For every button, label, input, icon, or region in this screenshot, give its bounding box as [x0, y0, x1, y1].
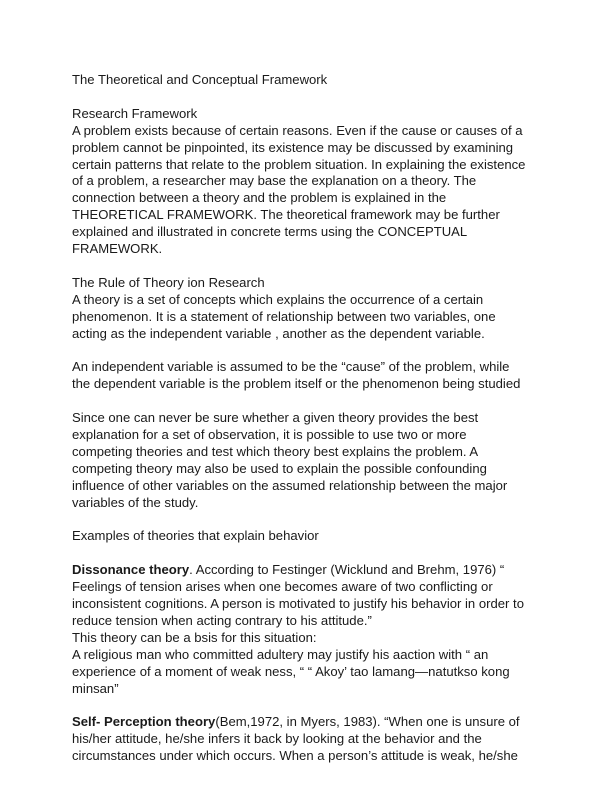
spacer [72, 512, 552, 529]
text-line: THEORETICAL FRAMEWORK. The theoretical framework may be further [72, 207, 500, 223]
document-body [72, 72, 552, 765]
spacer [72, 258, 552, 275]
self-perception-theory-paragraph [72, 714, 552, 765]
self-perception-theory-citation: (Bem,1972, in Myers, 1983). “When one is unsure of [215, 714, 520, 730]
text-line: explanation for a set of observation, it is possible to use two or more [72, 426, 467, 442]
text-line: An independent variable is assumed to be the “cause” of the problem, while [72, 359, 510, 375]
text-line: his/her attitude, he/she infers it back by looking at the behavior and the [72, 731, 482, 747]
text-line: influence of other variables on the assumed relationship between the major [72, 477, 508, 493]
text-line: This theory can be a bsis for this situation: [72, 629, 317, 645]
text-line: experience of a moment of weak ness, “ “ Akoy’ tao lamang—natutkso kong [72, 663, 510, 679]
text-line: minsan” [72, 680, 119, 696]
text-line: the dependent variable is the problem itself or the phenomenon being studied [72, 376, 521, 392]
spacer [72, 393, 552, 410]
text-line: problem cannot be pinpointed, its existence may be discussed by examining [72, 139, 514, 155]
research-framework-heading: Research Framework [72, 105, 198, 121]
text-line: variables of the study. [72, 494, 199, 510]
document-title: The Theoretical and Conceptual Framework [72, 72, 328, 87]
text-line [72, 714, 552, 731]
spacer [72, 545, 552, 562]
spacer [72, 697, 552, 714]
text-line: A theory is a set of concepts which explains the occurrence of a certain [72, 291, 484, 307]
text-line: acting as the independent variable , another as the dependent variable. [72, 325, 485, 341]
dissonance-theory-citation: . According to Festinger (Wicklund and Brehm, 1976) “ [189, 562, 505, 578]
rule-of-theory-heading: The Rule of Theory ion Research [72, 274, 265, 290]
text-line: certain patterns that relate to the problem situation. In explaining the existence [72, 156, 526, 172]
spacer [72, 342, 552, 359]
text-line [72, 562, 552, 579]
text-line: reduce tension when acting contrary to his attitude.” [72, 612, 372, 628]
text-line: of a problem, a researcher may base the explanation on a theory. The [72, 173, 477, 189]
text-line: circumstances under which occurs. When a person’s attitude is weak, he/she [72, 748, 518, 764]
rule-of-theory-paragraph [72, 292, 552, 343]
dissonance-theory-term: Dissonance theory [72, 562, 190, 578]
text-line: inconsistent cognitions. A person is motivated to justify his behavior in order to [72, 596, 524, 611]
text-line: competing theory may also be used to explain the possible confounding [72, 460, 487, 476]
text-line: phenomenon. It is a statement of relationship between two variables, one [72, 308, 496, 324]
text-line: Feelings of tension arises when one becomes aware of two conflicting or [72, 579, 493, 595]
text-line: A religious man who committed adultery may justify his aaction with “ an [72, 646, 489, 662]
text-line: competing theories and test which theory best explains the problem. A [72, 443, 479, 459]
dissonance-theory-paragraph [72, 562, 552, 697]
self-perception-theory-term: Self- Perception theory [72, 714, 216, 730]
text-line: FRAMEWORK. [72, 241, 163, 257]
research-framework-paragraph [72, 123, 552, 258]
text-line: connection between a theory and the problem is explained in the [72, 190, 447, 206]
text-line: A problem exists because of certain reasons. Even if the cause or causes of a [72, 122, 523, 138]
spacer [72, 89, 552, 106]
text-line: Since one can never be sure whether a given theory provides the best [72, 410, 479, 426]
competing-theories-paragraph [72, 410, 552, 511]
text-line: explained and illustrated in concrete terms using the CONCEPTUAL [72, 224, 468, 240]
independent-variable-paragraph [72, 359, 552, 393]
examples-heading: Examples of theories that explain behavior [72, 528, 319, 544]
